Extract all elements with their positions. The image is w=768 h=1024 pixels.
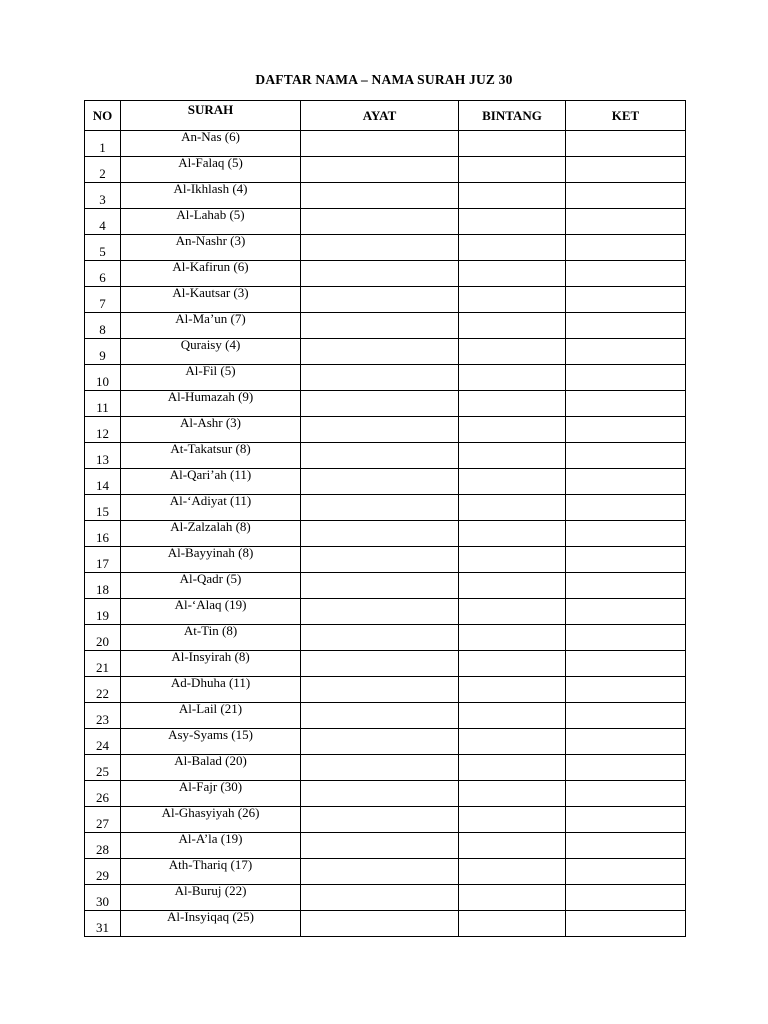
ket-cell[interactable] (566, 625, 686, 651)
row-number-cell: 8 (85, 313, 121, 339)
surah-name-cell (121, 417, 301, 443)
ayat-cell[interactable] (301, 781, 459, 807)
bintang-cell[interactable] (459, 365, 566, 391)
surah-name-cell (121, 911, 301, 937)
row-number-cell: 26 (85, 781, 121, 807)
surah-name: Al-‘Adiyat (11) (169, 493, 252, 508)
bintang-cell[interactable] (459, 183, 566, 209)
table-row (85, 729, 686, 755)
ayat-cell[interactable] (301, 651, 459, 677)
ayat-cell[interactable] (301, 209, 459, 235)
surah-name-cell (121, 339, 301, 365)
row-number-cell: 30 (85, 885, 121, 911)
row-number-cell: 13 (85, 443, 121, 469)
surah-name: Al-A’la (19) (178, 831, 243, 846)
surah-name-cell (121, 495, 301, 521)
surah-name-cell (121, 443, 301, 469)
row-number-cell: 15 (85, 495, 121, 521)
bintang-cell[interactable] (459, 807, 566, 833)
table-row (85, 443, 686, 469)
table-row (85, 911, 686, 937)
ket-cell[interactable] (566, 807, 686, 833)
ket-cell[interactable] (566, 833, 686, 859)
bintang-cell[interactable] (459, 157, 566, 183)
table-row (85, 677, 686, 703)
ket-cell[interactable] (566, 131, 686, 157)
surah-name-cell (121, 703, 301, 729)
document-title: DAFTAR NAMA – NAMA SURAH JUZ 30 (255, 72, 513, 87)
table-row (85, 157, 686, 183)
surah-name-cell (121, 599, 301, 625)
table-row (85, 703, 686, 729)
surah-name: Al-Ghasyiyah (26) (161, 805, 260, 820)
ket-cell[interactable] (566, 157, 686, 183)
row-number-cell: 4 (85, 209, 121, 235)
row-number-cell: 10 (85, 365, 121, 391)
table-row (85, 261, 686, 287)
surah-name: Al-Buruj (22) (174, 883, 247, 898)
table-row (85, 833, 686, 859)
bintang-cell[interactable] (459, 469, 566, 495)
table-row (85, 417, 686, 443)
surah-name-cell (121, 521, 301, 547)
surah-name-cell (121, 209, 301, 235)
ket-cell[interactable] (566, 859, 686, 885)
row-number-cell: 14 (85, 469, 121, 495)
table-row (85, 131, 686, 157)
table-row (85, 599, 686, 625)
surah-name: Al-Fajr (30) (178, 779, 243, 794)
ket-cell[interactable] (566, 469, 686, 495)
ayat-cell[interactable] (301, 625, 459, 651)
ket-cell[interactable] (566, 443, 686, 469)
row-number-cell: 11 (85, 391, 121, 417)
surah-name-cell (121, 781, 301, 807)
bintang-cell[interactable] (459, 859, 566, 885)
bintang-cell[interactable] (459, 781, 566, 807)
surah-name-cell (121, 261, 301, 287)
surah-name: At-Tin (8) (183, 623, 238, 638)
surah-name-cell (121, 365, 301, 391)
ket-cell[interactable] (566, 885, 686, 911)
surah-name-cell (121, 625, 301, 651)
ket-cell[interactable] (566, 495, 686, 521)
bintang-cell[interactable] (459, 625, 566, 651)
bintang-cell[interactable] (459, 729, 566, 755)
ayat-cell[interactable] (301, 859, 459, 885)
ket-cell[interactable] (566, 235, 686, 261)
table-row (85, 547, 686, 573)
surah-name: Quraisy (4) (180, 337, 241, 352)
bintang-cell[interactable] (459, 547, 566, 573)
ket-cell[interactable] (566, 755, 686, 781)
row-number-cell: 20 (85, 625, 121, 651)
surah-name-cell (121, 131, 301, 157)
surah-name-cell (121, 157, 301, 183)
table-row (85, 339, 686, 365)
surah-name: Al-Insyiqaq (25) (166, 909, 254, 924)
ket-cell[interactable] (566, 287, 686, 313)
column-header-surah: SURAH (121, 101, 301, 131)
surah-name: Al-Ashr (3) (179, 415, 241, 430)
ket-cell[interactable] (566, 417, 686, 443)
ayat-cell[interactable] (301, 807, 459, 833)
surah-name: Al-Qari’ah (11) (169, 467, 252, 482)
ket-cell[interactable] (566, 521, 686, 547)
bintang-cell[interactable] (459, 339, 566, 365)
row-number-cell: 3 (85, 183, 121, 209)
surah-name: At-Takatsur (8) (170, 441, 251, 456)
surah-name: Ad-Dhuha (11) (170, 675, 251, 690)
table-row (85, 495, 686, 521)
table-row (85, 807, 686, 833)
ayat-cell[interactable] (301, 729, 459, 755)
surah-name: Asy-Syams (15) (168, 727, 253, 742)
surah-name-cell (121, 235, 301, 261)
table-row (85, 781, 686, 807)
surah-table (84, 100, 686, 937)
row-number-cell: 23 (85, 703, 121, 729)
ayat-cell[interactable] (301, 521, 459, 547)
ket-cell[interactable] (566, 651, 686, 677)
bintang-cell[interactable] (459, 313, 566, 339)
table-row (85, 885, 686, 911)
bintang-cell[interactable] (459, 755, 566, 781)
surah-name-cell (121, 573, 301, 599)
column-header-ket: KET (566, 101, 686, 131)
surah-name-cell (121, 859, 301, 885)
surah-name: Al-Ma’un (7) (175, 311, 246, 326)
row-number-cell: 1 (85, 131, 121, 157)
table-row (85, 469, 686, 495)
table-row (85, 183, 686, 209)
row-number-cell: 24 (85, 729, 121, 755)
ket-cell[interactable] (566, 911, 686, 937)
table-row (85, 235, 686, 261)
surah-name-cell (121, 183, 301, 209)
surah-name-cell (121, 755, 301, 781)
bintang-cell[interactable] (459, 417, 566, 443)
table-row (85, 287, 686, 313)
surah-name-cell (121, 729, 301, 755)
surah-name-cell (121, 547, 301, 573)
ayat-cell[interactable] (301, 469, 459, 495)
row-number-cell: 19 (85, 599, 121, 625)
column-header-ayat: AYAT (301, 101, 459, 131)
surah-name-cell (121, 677, 301, 703)
table-header-row (85, 101, 686, 131)
row-number-cell: 22 (85, 677, 121, 703)
bintang-cell[interactable] (459, 703, 566, 729)
row-number-cell: 17 (85, 547, 121, 573)
ayat-cell[interactable] (301, 443, 459, 469)
surah-name-cell (121, 469, 301, 495)
surah-name-cell (121, 807, 301, 833)
row-number-cell: 18 (85, 573, 121, 599)
ket-cell[interactable] (566, 599, 686, 625)
ayat-cell[interactable] (301, 183, 459, 209)
surah-name: Al-Zalzalah (8) (170, 519, 251, 534)
ket-cell[interactable] (566, 703, 686, 729)
ayat-cell[interactable] (301, 157, 459, 183)
ayat-cell[interactable] (301, 313, 459, 339)
bintang-cell[interactable] (459, 885, 566, 911)
bintang-cell[interactable] (459, 287, 566, 313)
surah-name-cell (121, 885, 301, 911)
ket-cell[interactable] (566, 313, 686, 339)
ket-cell[interactable] (566, 391, 686, 417)
ket-cell[interactable] (566, 547, 686, 573)
row-number-cell: 31 (85, 911, 121, 937)
surah-name-cell (121, 833, 301, 859)
ayat-cell[interactable] (301, 417, 459, 443)
row-number-cell: 21 (85, 651, 121, 677)
bintang-cell[interactable] (459, 495, 566, 521)
bintang-cell[interactable] (459, 651, 566, 677)
surah-name: An-Nas (6) (181, 129, 240, 144)
row-number-cell: 9 (85, 339, 121, 365)
surah-name: Al-Qadr (5) (179, 571, 242, 586)
table-row (85, 625, 686, 651)
table-row (85, 209, 686, 235)
bintang-cell[interactable] (459, 235, 566, 261)
surah-name: Al-Lahab (5) (176, 207, 245, 222)
bintang-cell[interactable] (459, 261, 566, 287)
row-number-cell: 7 (85, 287, 121, 313)
surah-name-cell (121, 287, 301, 313)
table-row (85, 651, 686, 677)
bintang-cell[interactable] (459, 599, 566, 625)
table-row (85, 859, 686, 885)
table-row (85, 521, 686, 547)
ayat-cell[interactable] (301, 287, 459, 313)
surah-name-cell (121, 651, 301, 677)
bintang-cell[interactable] (459, 209, 566, 235)
table-row (85, 573, 686, 599)
ket-cell[interactable] (566, 209, 686, 235)
row-number-cell: 6 (85, 261, 121, 287)
row-number-cell: 28 (85, 833, 121, 859)
surah-name: Al-Fil (5) (185, 363, 236, 378)
ket-cell[interactable] (566, 183, 686, 209)
bintang-cell[interactable] (459, 833, 566, 859)
ayat-cell[interactable] (301, 261, 459, 287)
surah-name: Al-Kautsar (3) (172, 285, 249, 300)
ayat-cell[interactable] (301, 885, 459, 911)
surah-name: Al-Insyirah (8) (171, 649, 250, 664)
row-number-cell: 5 (85, 235, 121, 261)
ket-cell[interactable] (566, 261, 686, 287)
column-header-no: NO (85, 101, 121, 131)
surah-name: Al-Bayyinah (8) (167, 545, 254, 560)
ket-cell[interactable] (566, 365, 686, 391)
ayat-cell[interactable] (301, 495, 459, 521)
surah-name: Al-‘Alaq (19) (174, 597, 247, 612)
ket-cell[interactable] (566, 781, 686, 807)
ayat-cell[interactable] (301, 365, 459, 391)
ayat-cell[interactable] (301, 573, 459, 599)
ayat-cell[interactable] (301, 131, 459, 157)
surah-name-cell (121, 391, 301, 417)
bintang-cell[interactable] (459, 443, 566, 469)
row-number-cell: 16 (85, 521, 121, 547)
ayat-cell[interactable] (301, 599, 459, 625)
surah-name: Al-Humazah (9) (167, 389, 254, 404)
surah-name: Al-Falaq (5) (178, 155, 243, 170)
row-number-cell: 2 (85, 157, 121, 183)
surah-name: Al-Ikhlash (4) (173, 181, 248, 196)
surah-name: Ath-Thariq (17) (168, 857, 253, 872)
bintang-cell[interactable] (459, 677, 566, 703)
ayat-cell[interactable] (301, 833, 459, 859)
ket-cell[interactable] (566, 573, 686, 599)
surah-name-cell (121, 313, 301, 339)
table-row (85, 313, 686, 339)
ket-cell[interactable] (566, 729, 686, 755)
bintang-cell[interactable] (459, 391, 566, 417)
bintang-cell[interactable] (459, 573, 566, 599)
ayat-cell[interactable] (301, 911, 459, 937)
bintang-cell[interactable] (459, 131, 566, 157)
ayat-cell[interactable] (301, 677, 459, 703)
surah-name: Al-Balad (20) (174, 753, 247, 768)
ket-cell[interactable] (566, 677, 686, 703)
column-header-bintang: BINTANG (459, 101, 566, 131)
row-number-cell: 29 (85, 859, 121, 885)
table-row (85, 755, 686, 781)
ket-cell[interactable] (566, 339, 686, 365)
bintang-cell[interactable] (459, 521, 566, 547)
ayat-cell[interactable] (301, 339, 459, 365)
surah-name: An-Nashr (3) (175, 233, 246, 248)
ayat-cell[interactable] (301, 391, 459, 417)
row-number-cell: 25 (85, 755, 121, 781)
ayat-cell[interactable] (301, 703, 459, 729)
ayat-cell[interactable] (301, 235, 459, 261)
surah-name: Al-Kafirun (6) (172, 259, 249, 274)
surah-name: Al-Lail (21) (178, 701, 243, 716)
bintang-cell[interactable] (459, 911, 566, 937)
ayat-cell[interactable] (301, 755, 459, 781)
row-number-cell: 27 (85, 807, 121, 833)
table-row (85, 391, 686, 417)
table-row (85, 365, 686, 391)
ayat-cell[interactable] (301, 547, 459, 573)
row-number-cell: 12 (85, 417, 121, 443)
